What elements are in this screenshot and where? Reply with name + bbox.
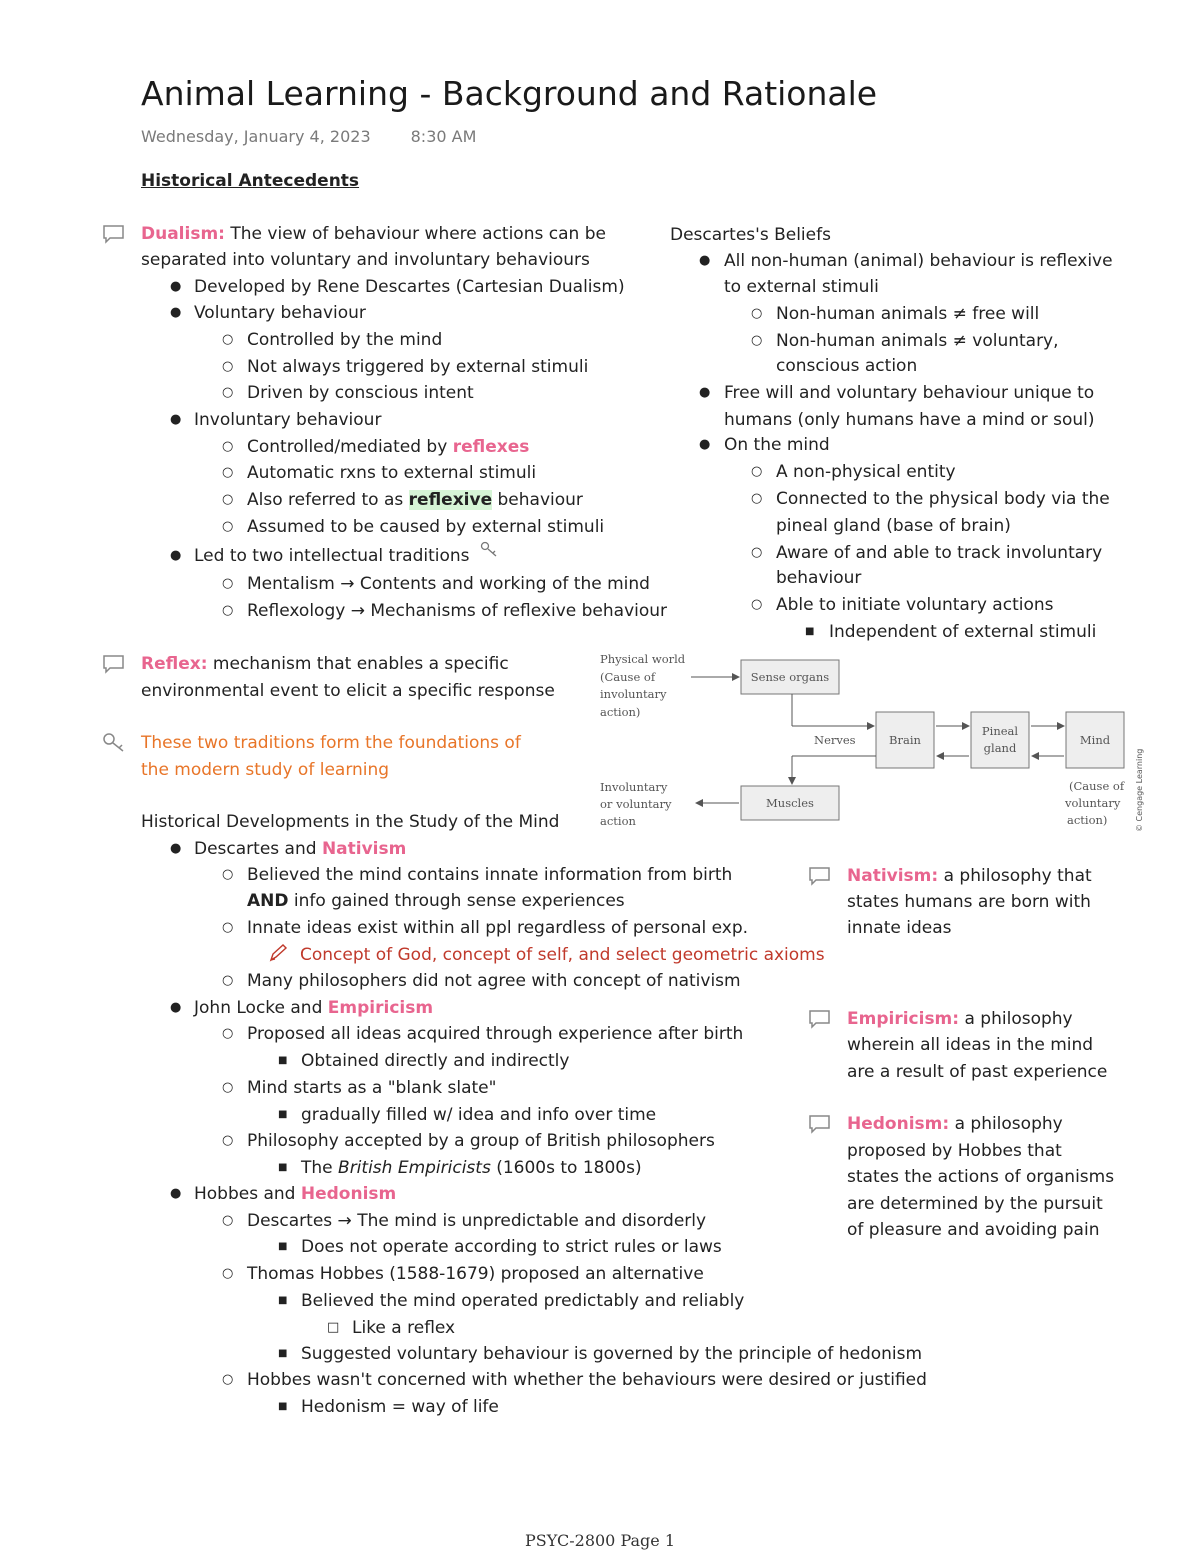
empiricism-def-line3: are a result of past experience: [847, 1062, 1108, 1082]
list-item: All non-human (animal) behaviour is reflexive: [724, 251, 1113, 271]
bullet-circle: ○: [222, 1266, 234, 1281]
page-footer: PSYC-2800 Page 1: [524, 1531, 676, 1550]
list-item: Independent of external stimuli: [829, 622, 1097, 642]
list-item: [194, 836, 406, 863]
text: a philosophy that: [938, 866, 1092, 886]
list-item: Developed by Rene Descartes (Cartesian Dualism): [194, 277, 625, 297]
text: info gained through sense experiences: [288, 891, 625, 911]
section-heading: Historical Antecedents: [141, 171, 360, 191]
reflexive-highlight: reflexive: [408, 490, 493, 510]
empiricism-def-line2: wherein all ideas in the mind: [847, 1035, 1094, 1055]
reflex-def-line2: environmental event to elicit a specific response: [141, 681, 555, 701]
date-text: Wednesday, January 4, 2023: [141, 127, 371, 146]
nativism-def-line3: innate ideas: [847, 918, 952, 938]
comment-icon[interactable]: [103, 224, 125, 244]
list-item: [194, 543, 470, 570]
text: behaviour: [492, 490, 583, 510]
time-text: 8:30 AM: [410, 127, 477, 146]
nativism-def-line2: states humans are born with: [847, 892, 1091, 912]
page-date: [141, 127, 476, 146]
beliefs-heading: Descartes's Beliefs: [670, 225, 831, 245]
list-item: Involuntary behaviour: [194, 410, 382, 430]
nativism-def-term: Nativism:: [847, 866, 939, 886]
credit-label: © Cengage Learning: [1135, 748, 1144, 832]
action-label: or voluntary: [600, 797, 672, 811]
key-note-line2: the modern study of learning: [141, 760, 390, 780]
descartes-diagram: [594, 646, 1146, 834]
bullet-circle: ○: [222, 1080, 234, 1095]
bullet-square: ■: [278, 1055, 288, 1066]
bullet-circle: ○: [751, 545, 763, 560]
text: John Locke and: [194, 998, 328, 1018]
bullet-hollow-square: □: [327, 1320, 340, 1335]
list-item: Free will and voluntary behaviour unique to: [724, 383, 1095, 403]
text: Led to two intellectual traditions: [194, 546, 470, 566]
list-item: Innate ideas exist within all ppl regardless of personal exp.: [247, 918, 749, 938]
text: Hobbes and: [194, 1184, 301, 1204]
bullet-dot: ●: [170, 1000, 182, 1015]
pineal-label: gland: [983, 741, 1017, 755]
bullet-circle: ○: [222, 973, 234, 988]
list-item: humans (only humans have a mind or soul): [724, 410, 1095, 430]
bullet-dot: ●: [170, 412, 182, 427]
text: Descartes and: [194, 839, 322, 859]
hedonism-term: Hedonism: [300, 1184, 397, 1204]
hedonism-def-line5: of pleasure and avoiding pain: [847, 1220, 1100, 1240]
dualism-def-line1: [141, 221, 606, 248]
physical-world-label: action): [600, 705, 641, 719]
bullet-square: ■: [805, 626, 815, 637]
bullet-circle: ○: [222, 603, 234, 618]
list-item: Thomas Hobbes (1588-1679) proposed an alternative: [247, 1264, 704, 1284]
list-item: Connected to the physical body via the: [776, 489, 1110, 509]
action-label: Involuntary: [600, 780, 668, 794]
bullet-square: ■: [278, 1295, 288, 1306]
hedonism-def-line3: states the actions of organisms: [847, 1167, 1115, 1187]
list-item: Controlled by the mind: [247, 330, 443, 350]
bullet-circle: ○: [222, 867, 234, 882]
bullet-circle: ○: [222, 576, 234, 591]
list-item: Philosophy accepted by a group of British philosophers: [247, 1131, 715, 1151]
list-item: [247, 888, 625, 915]
mind-cause-label: action): [1067, 813, 1108, 827]
bullet-square: ■: [278, 1162, 288, 1173]
developments-heading: Historical Developments in the Study of the Mind: [141, 812, 560, 832]
list-item: Voluntary behaviour: [194, 303, 366, 323]
bullet-square: ■: [278, 1241, 288, 1252]
list-item: Non-human animals ≠ free will: [776, 304, 1040, 324]
mind-label: Mind: [1079, 733, 1111, 747]
text: a philosophy: [959, 1009, 1073, 1029]
list-item: Suggested voluntary behaviour is governed by the principle of hedonism: [301, 1344, 923, 1364]
bullet-circle: ○: [751, 333, 763, 348]
brain-label: Brain: [889, 733, 921, 747]
list-item: Proposed all ideas acquired through experience after birth: [247, 1024, 744, 1044]
list-item: Non-human animals ≠ voluntary,: [776, 331, 1059, 351]
nativism-def-line1: [847, 863, 1092, 890]
bullet-circle: ○: [751, 464, 763, 479]
physical-world-label: Physical world: [600, 652, 686, 666]
text: Also referred to as: [247, 490, 409, 510]
hedonism-def-term: Hedonism:: [847, 1114, 950, 1134]
list-item: to external stimuli: [724, 277, 879, 297]
list-item: Assumed to be caused by external stimuli: [247, 517, 605, 537]
bullet-dot: ●: [699, 253, 711, 268]
nativism-term: Nativism: [321, 839, 407, 859]
bullet-circle: ○: [751, 491, 763, 506]
text: a philosophy: [949, 1114, 1063, 1134]
dualism-term: Dualism:: [141, 224, 225, 244]
bullet-dot: ●: [699, 437, 711, 452]
empiricism-def-term: Empiricism:: [847, 1009, 960, 1029]
mind-cause-label: voluntary: [1065, 796, 1121, 810]
list-item: Reflexology → Mechanisms of reflexive behaviour: [247, 601, 668, 621]
and-bold: AND: [247, 891, 289, 911]
list-item: [194, 1181, 396, 1208]
bullet-dot: ●: [170, 305, 182, 320]
list-item: Like a reflex: [352, 1318, 456, 1338]
example-note: Concept of God, concept of self, and select geometric axioms: [300, 945, 825, 965]
bullet-circle: ○: [222, 385, 234, 400]
bullet-circle: ○: [222, 1213, 234, 1228]
list-item: Aware of and able to track involuntary: [776, 543, 1103, 563]
reflex-term: Reflex:: [141, 654, 208, 674]
text: The: [301, 1158, 339, 1178]
list-item: Believed the mind contains innate information from birth: [247, 865, 733, 885]
dualism-def-line2: separated into voluntary and involuntary behaviours: [141, 250, 590, 270]
comment-icon[interactable]: [809, 1114, 831, 1134]
reflex-def1: mechanism that enables a specific: [207, 654, 509, 674]
physical-world-label: involuntary: [600, 687, 667, 701]
hedonism-def-line4: are determined by the pursuit: [847, 1194, 1103, 1214]
key-icon: [101, 731, 127, 753]
nerves-label: Nerves: [814, 733, 856, 747]
key-icon: [480, 541, 498, 557]
list-item: On the mind: [724, 435, 830, 455]
list-item: gradually filled w/ idea and info over time: [301, 1105, 657, 1125]
list-item: conscious action: [776, 356, 918, 376]
list-item: Many philosophers did not agree with concept of nativism: [247, 971, 741, 991]
list-item: Mind starts as a "blank slate": [247, 1078, 497, 1098]
bullet-circle: ○: [222, 332, 234, 347]
bullet-square: ■: [278, 1109, 288, 1120]
reflex-def-line1: [141, 651, 509, 678]
list-item: Descartes → The mind is unpredictable and disorderly: [247, 1211, 707, 1231]
bullet-circle: ○: [222, 465, 234, 480]
bullet-square: ■: [278, 1401, 288, 1412]
list-item: A non-physical entity: [776, 462, 956, 482]
list-item: behaviour: [776, 568, 862, 588]
bullet-square: ■: [278, 1348, 288, 1359]
text: (1600s to 1800s): [490, 1158, 642, 1178]
list-item: Hedonism = way of life: [301, 1397, 499, 1417]
reflexes-term: reflexes: [452, 437, 530, 457]
bullet-circle: ○: [222, 920, 234, 935]
list-item: [301, 1155, 642, 1182]
bullet-circle: ○: [222, 1133, 234, 1148]
bullet-dot: ●: [170, 279, 182, 294]
physical-world-label: (Cause of: [600, 670, 656, 684]
page-title: Animal Learning - Background and Rationale: [141, 74, 878, 113]
empiricism-term: Empiricism: [327, 998, 434, 1018]
bullet-circle: ○: [222, 359, 234, 374]
pineal-label: Pineal: [981, 724, 1019, 738]
list-item: Hobbes wasn't concerned with whether the behaviours were desired or justified: [247, 1370, 927, 1390]
list-item: pineal gland (base of brain): [776, 516, 1011, 536]
bullet-circle: ○: [222, 1026, 234, 1041]
hedonism-def-line2: proposed by Hobbes that: [847, 1141, 1062, 1161]
list-item: Obtained directly and indirectly: [301, 1051, 570, 1071]
list-item: [247, 487, 583, 514]
empiricism-def-line1: [847, 1006, 1073, 1033]
bullet-circle: ○: [222, 439, 234, 454]
mind-cause-label: (Cause of: [1069, 779, 1125, 793]
bullet-dot: ●: [170, 1186, 182, 1201]
list-item: Automatic rxns to external stimuli: [247, 463, 537, 483]
action-label: action: [600, 814, 636, 828]
list-item: [194, 995, 433, 1022]
bullet-circle: ○: [222, 519, 234, 534]
pencil-icon: [268, 943, 288, 963]
list-item: Driven by conscious intent: [247, 383, 474, 403]
bullet-circle: ○: [222, 1372, 234, 1387]
sense-organs-label: Sense organs: [750, 670, 830, 684]
bullet-dot: ●: [170, 548, 182, 563]
list-item: Does not operate according to strict rules or laws: [301, 1237, 722, 1257]
bullet-circle: ○: [751, 597, 763, 612]
bullet-dot: ●: [170, 841, 182, 856]
list-item: Not always triggered by external stimuli: [247, 357, 589, 377]
comment-icon[interactable]: [809, 866, 831, 886]
comment-icon[interactable]: [103, 654, 125, 674]
comment-icon[interactable]: [809, 1009, 831, 1029]
text: Controlled/mediated by: [247, 437, 453, 457]
hedonism-def-line1: [847, 1111, 1063, 1138]
bullet-circle: ○: [751, 306, 763, 321]
list-item: [247, 434, 529, 461]
british-empiricists: British Empiricists: [338, 1158, 491, 1178]
list-item: Able to initiate voluntary actions: [776, 595, 1054, 615]
pineal-gland-box: [971, 712, 1029, 768]
key-note-line1: These two traditions form the foundations of: [141, 733, 521, 753]
muscles-label: Muscles: [766, 796, 814, 810]
dualism-def1: The view of behaviour where actions can be: [224, 224, 606, 244]
list-item: Believed the mind operated predictably and reliably: [301, 1291, 745, 1311]
list-item: Mentalism → Contents and working of the mind: [247, 574, 650, 594]
bullet-dot: ●: [699, 385, 711, 400]
bullet-circle: ○: [222, 492, 234, 507]
